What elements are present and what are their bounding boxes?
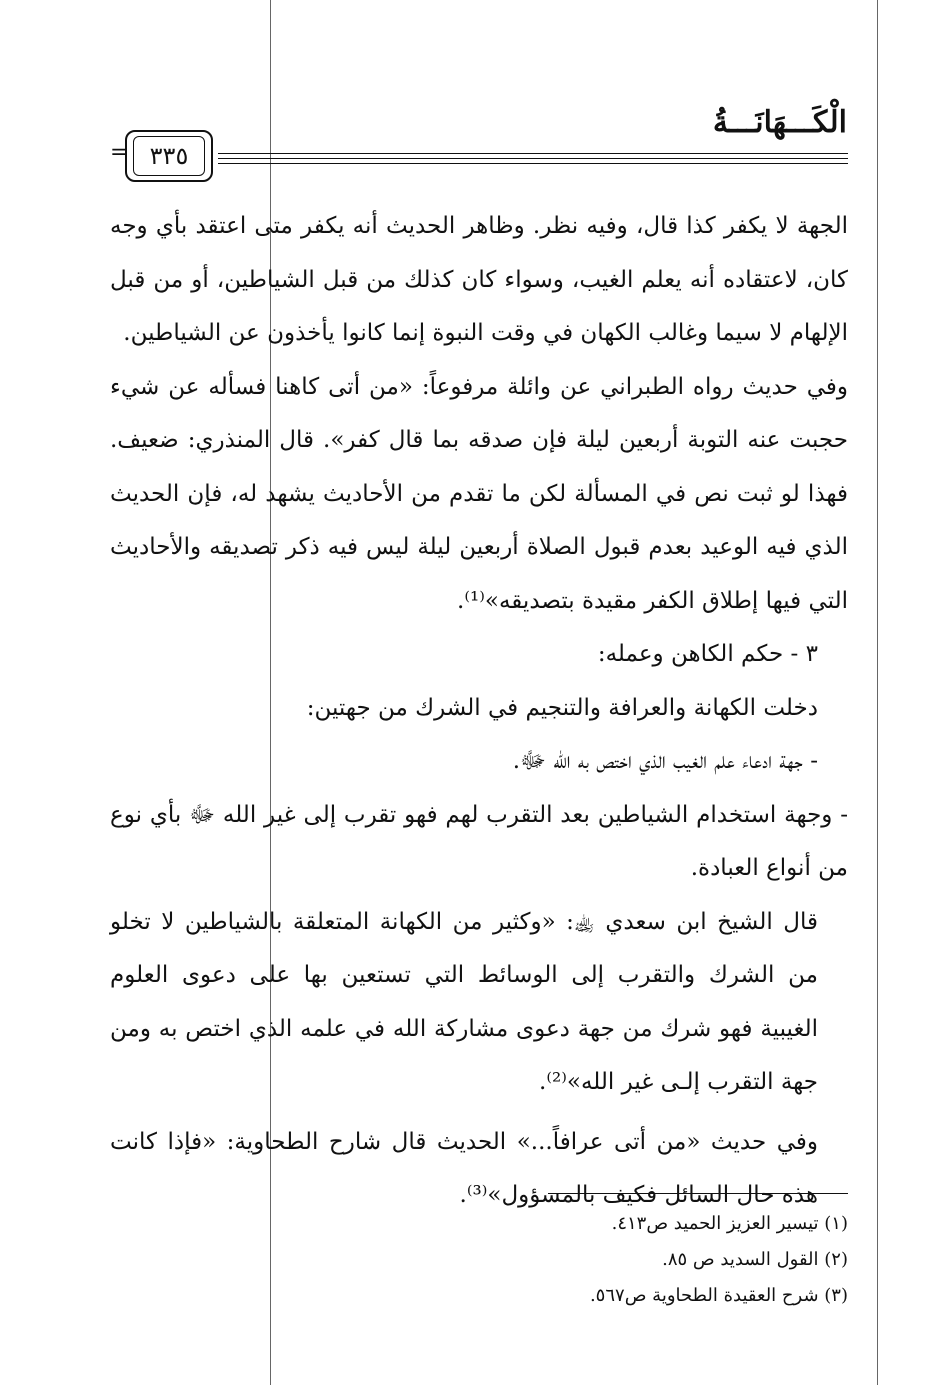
header-rule	[218, 153, 848, 154]
paragraph: وفي حديث «من أتى عرافاً...» الحديث قال شارح الطحاوية: «فإذا كانت هذه حال السائل فكيف بالمسؤول»⁽³⁾.	[110, 1128, 818, 1208]
paragraph: قال الشيخ ابن سعدي ﵀: «وكثير من الكهانة المتعلقة بالشياطين لا تخلو من الشرك والتقرب إلى الوسائط التي تستعين بها على دعوى العلوم الغيبية فهو شرك من جهة دعوى مشاركة الله في علمه الذي اختص به ومن جهة التقرب إلـى غير الله»⁽²⁾.	[110, 908, 818, 1095]
header-rule-end: =	[110, 140, 129, 165]
main-text	[110, 200, 848, 1223]
list-item: - جهة ادعاء علم الغيب الذي اختص به الله ﷻ.	[512, 748, 818, 774]
page-number: ٣٣٥	[133, 136, 205, 176]
scan-margin-line	[877, 0, 878, 1385]
footnote: (١) تيسير العزيز الحميد ص٤١٣.	[611, 1213, 848, 1234]
section-heading: ٣ - حكم الكاهن وعمله:	[597, 641, 818, 667]
footnote: (٢) القول السديد ص ٨٥.	[662, 1249, 848, 1270]
paragraph: وفي حديث رواه الطبراني عن وائلة مرفوعاً: «من أتى كاهنا فسأله عن شيء حجبت عنه التوبة أربعين ليلة فإن صدقه بما قال كفر». قال المنذري: ضعيف. فهذا لو ثبت نص في المسألة لكن ما تقدم من الأحاديث يشهد له، فإن الحديث الذي فيه الوعيد بعدم قبول الصلاة أربعين ليلة ليس فيه ذكر تصديقه والأحاديث التي فيها إطلاق الكفر مقيدة بتصديقه»⁽¹⁾.	[110, 373, 848, 614]
header-rule	[218, 158, 848, 159]
list-item: - وجهة استخدام الشياطين بعد التقرب لهم فهو تقرب إلى غير الله ﷻ بأي نوع من أنواع العبادة.	[110, 801, 848, 881]
footnote-separator	[548, 1193, 848, 1194]
paragraph: دخلت الكهانة والعرافة والتنجيم في الشرك من جهتين:	[306, 694, 818, 721]
header-rule	[218, 163, 848, 164]
footnote: (٣) شرح العقيدة الطحاوية ص٥٦٧.	[589, 1285, 848, 1306]
running-header-title: الْكَـــهَانَـــةُ	[712, 105, 847, 140]
paragraph: الجهة لا يكفر كذا قال، وفيه نظر. وظاهر الحديث أنه يكفر متى اعتقد بأي وجه كان، لاعتقاده أنه يعلم الغيب، وسواء كان كذلك من قبل الشياطين، أو من قبل الإلهام لا سيما وغالب الكهان في وقت النبوة إنما كانوا يأخذون عن الشياطين.	[110, 213, 848, 346]
footnotes	[348, 1206, 848, 1314]
